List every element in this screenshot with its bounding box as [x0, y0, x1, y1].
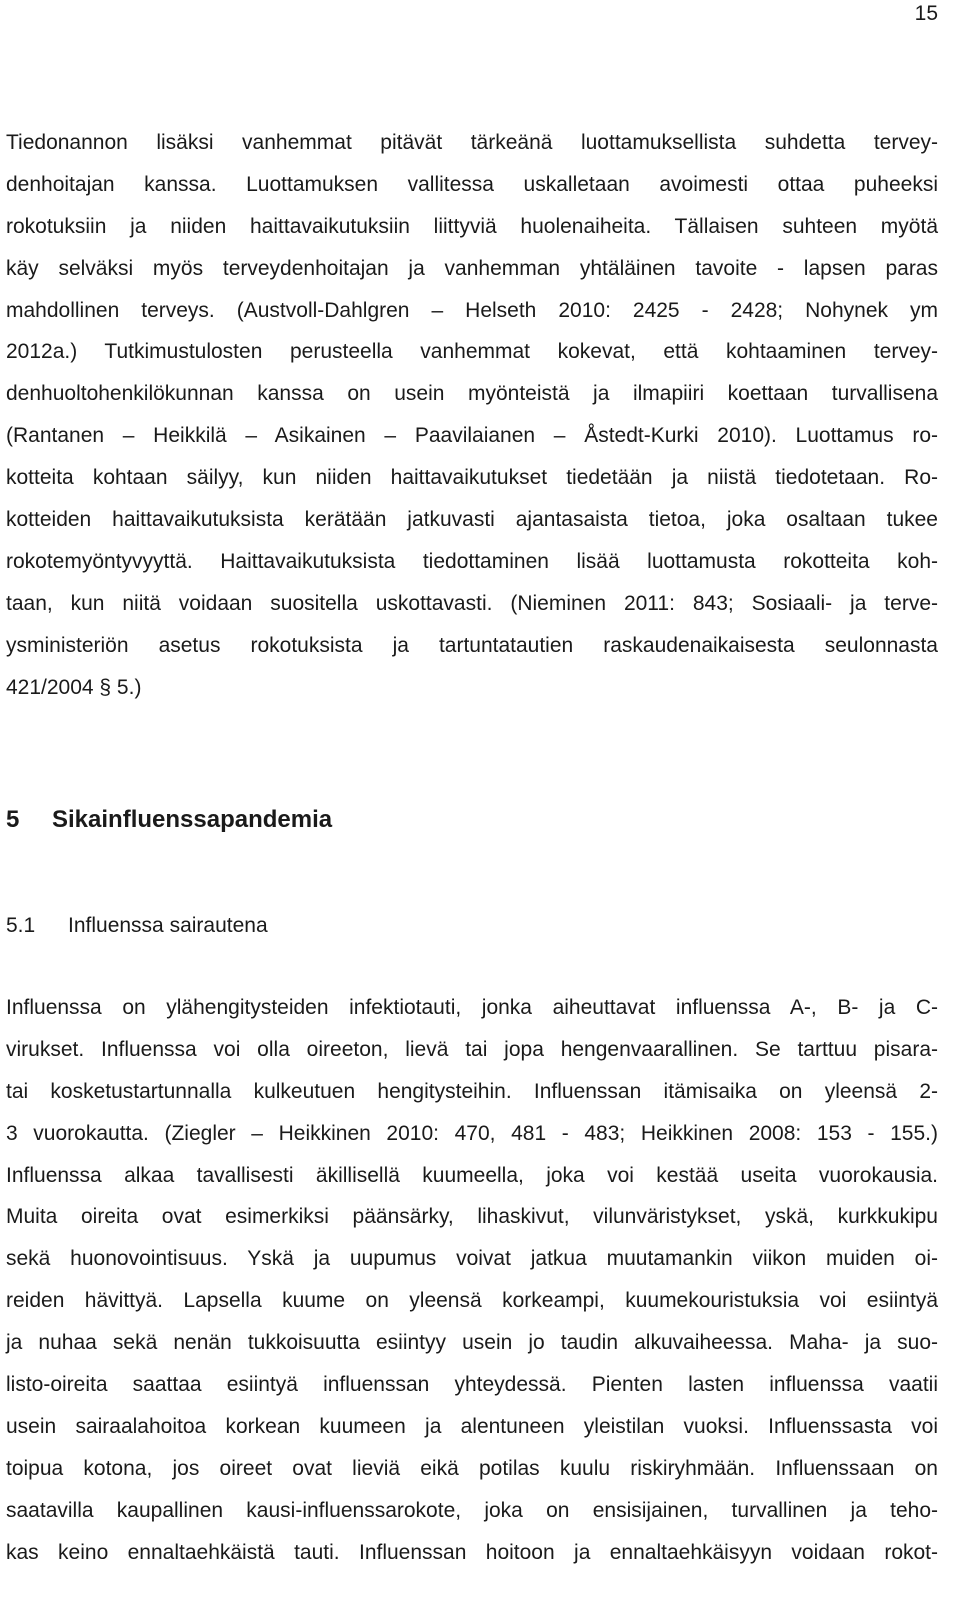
section-title: Influenssa sairautena [68, 914, 268, 937]
text-line: (Rantanen – Heikkilä – Asikainen – Paavilaianen – Åstedt-Kurki 2010). Luottamus ro- [6, 424, 938, 448]
text-line: kotteita kohtaan säilyy, kun niiden haittavaikutukset tiedetään ja niistä tiedotetaan. Ro- [6, 466, 938, 490]
text-line: ja nuhaa sekä nenän tukkoisuutta esiintyy usein jo taudin alkuvaiheessa. Maha- ja suo- [6, 1331, 938, 1355]
text-line: Influenssa alkaa tavallisesti äkillisellä kuumeella, joka voi kestää useita vuorokausia. [6, 1163, 938, 1187]
text-line: rokotemyöntyvyyttä. Haittavaikutuksista tiedottaminen lisää luottamusta rokotteita koh- [6, 549, 938, 573]
chapter-heading [6, 806, 332, 834]
text-line: Muita oireita ovat esimerkiksi päänsärky, lihaskivut, vilunväristykset, yskä, kurkkukipu [6, 1205, 938, 1229]
text-line: virukset. Influenssa voi olla oireeton, lievä tai jopa hengenvaarallinen. Se tarttuu pisara- [6, 1037, 938, 1061]
page-number: 15 [914, 2, 938, 25]
text-line: usein sairaalahoitoa korkean kuumeen ja alentuneen yleistilan vuoksi. Influenssasta voi [6, 1414, 938, 1438]
text-line: denhoitajan kanssa. Luottamuksen vallitessa uskalletaan avoimesti ottaa puheeksi [6, 172, 938, 196]
text-line: kotteiden haittavaikutuksista kerätään jatkuvasti ajantasaista tietoa, joka osaltaan tukee [6, 508, 938, 532]
paragraph-parent-trust [6, 122, 938, 708]
text-line: 421/2004 § 5.) [6, 675, 142, 699]
text-line: taan, kun niitä voidaan suositella uskottavasti. (Nieminen 2011: 843; Sosiaali- ja terve- [6, 591, 938, 615]
section-heading [6, 914, 268, 938]
text-line: saatavilla kaupallinen kausi-influenssarokote, joka on ensisijainen, turvallinen ja teho- [6, 1498, 938, 1522]
paragraph-influenza [6, 987, 938, 1573]
text-line: sekä huonovointisuus. Yskä ja uupumus voivat jatkua muutamankin viikon muiden oi- [6, 1247, 938, 1271]
text-line: rokotuksiin ja niiden haittavaikutuksiin liittyviä huolenaiheita. Tällaisen suhteen myötä [6, 214, 938, 238]
text-line: Tiedonannon lisäksi vanhemmat pitävät tärkeänä luottamuksellista suhdetta tervey- [6, 131, 938, 154]
text-line: listo-oireita saattaa esiintyä influenssan yhteydessä. Pienten lasten influenssa vaatii [6, 1373, 938, 1397]
text-line: käy selväksi myös terveydenhoitajan ja vanhemman yhtäläinen tavoite - lapsen paras [6, 256, 938, 280]
chapter-title: Sikainfluenssapandemia [52, 806, 333, 833]
text-line: Influenssa on ylähengitysteiden infektiotauti, jonka aiheuttavat influenssa A-, B- ja C- [6, 996, 938, 1019]
text-line: tai kosketustartunnalla kulkeutuen hengitysteihin. Influenssan itämisaika on yleensä 2- [6, 1079, 938, 1103]
text-line: 2012a.) Tutkimustulosten perusteella vanhemmat kokevat, että kohtaaminen tervey- [6, 340, 938, 364]
text-line: kas keino ennaltaehkäistä tauti. Influenssan hoitoon ja ennaltaehkäisyyn voidaan rokot- [6, 1540, 938, 1564]
section-number: 5.1 [6, 914, 36, 937]
text-line: 3 vuorokautta. (Ziegler – Heikkinen 2010: 470, 481 - 483; Heikkinen 2008: 153 - 155.) [6, 1121, 938, 1145]
text-line: denhuoltohenkilökunnan kanssa on usein myönteistä ja ilmapiiri koettaan turvallisena [6, 382, 938, 406]
text-line: toipua kotona, jos oireet ovat lieviä eikä potilas kuulu riskiryhmään. Influenssaan on [6, 1456, 938, 1480]
text-line: ysministeriön asetus rokotuksista ja tartuntatautien raskaudenaikaisesta seulonnasta [6, 633, 938, 657]
chapter-number: 5 [6, 806, 20, 833]
text-line: reiden hävittyä. Lapsella kuume on yleensä korkeampi, kuumekouristuksia voi esiintyä [6, 1289, 938, 1313]
text-line: mahdollinen terveys. (Austvoll-Dahlgren – Helseth 2010: 2425 - 2428; Nohynek ym [6, 298, 938, 322]
